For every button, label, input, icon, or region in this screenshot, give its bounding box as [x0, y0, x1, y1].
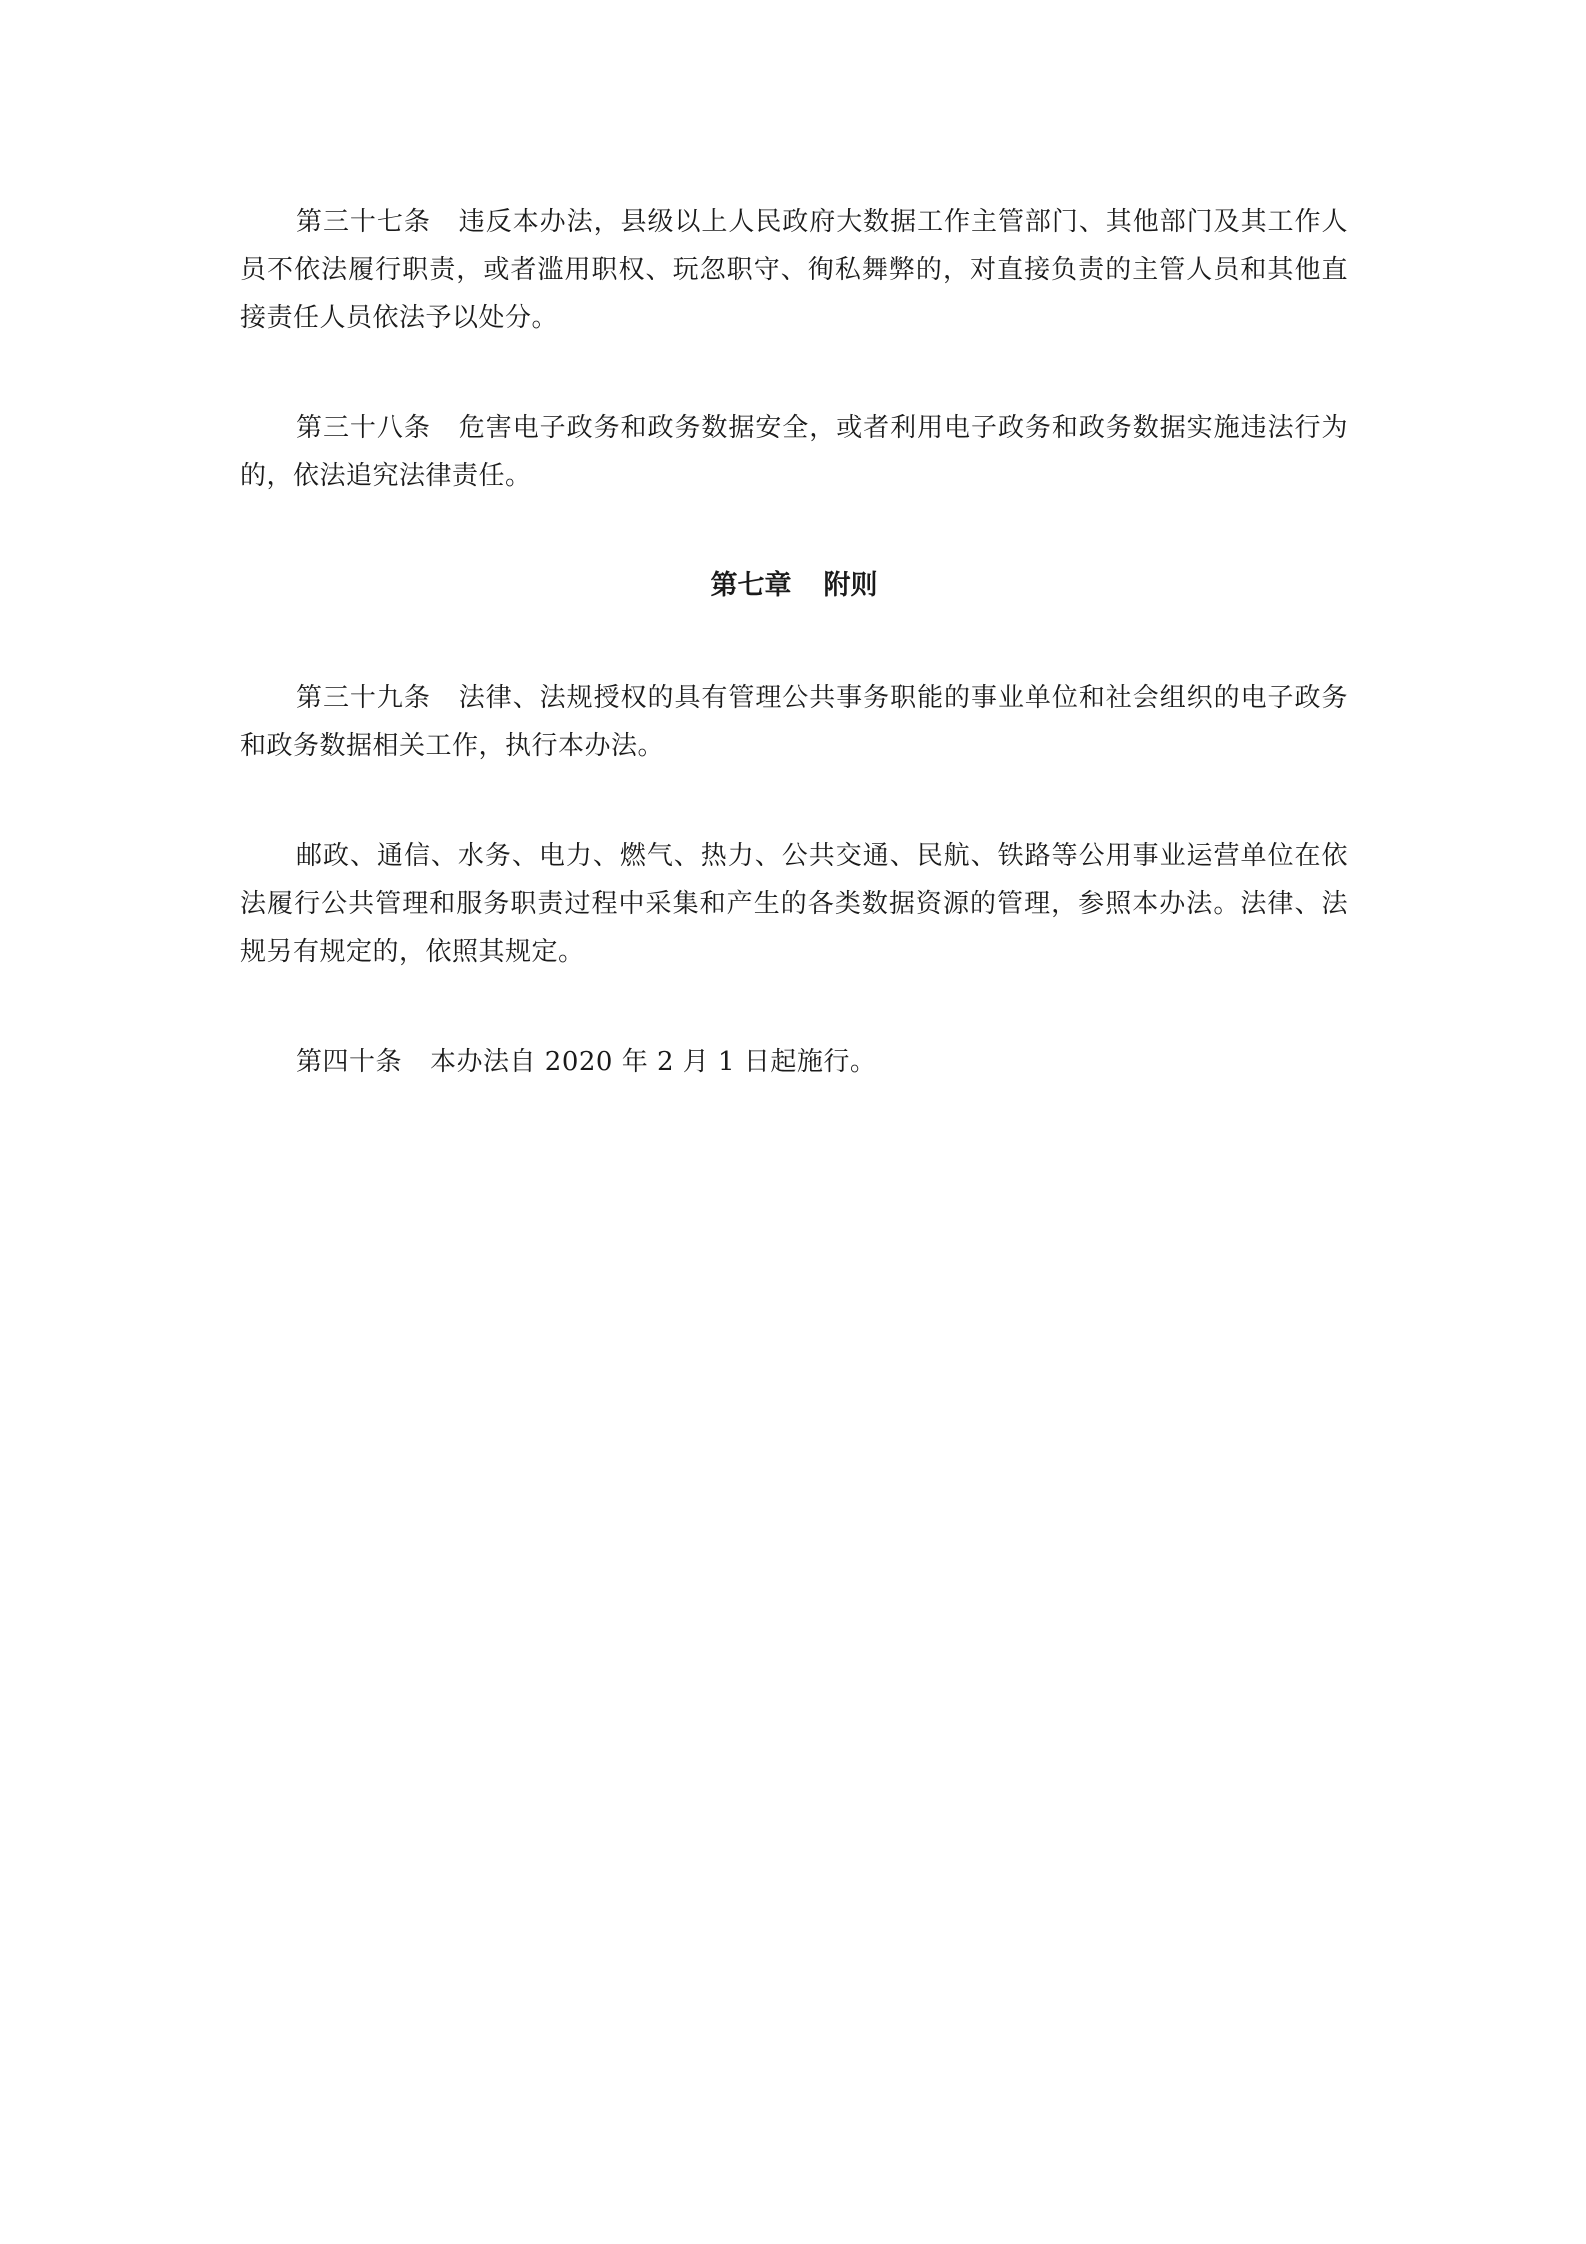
article-37 [240, 198, 1348, 342]
article-39-paragraph-2 [240, 832, 1348, 976]
utilities-paragraph-text: 邮政、通信、水务、电力、燃气、热力、公共交通、民航、铁路等公用事业运营单位在依法履行公共管理和服务职责过程中采集和产生的各类数据资源的管理，参照本办法。法律、法规另有规定的，依照其规定。 [240, 841, 1348, 967]
chapter-7-number: 第七章 [710, 570, 792, 601]
chapter-7-heading [240, 562, 1348, 610]
article-39-text: 法律、法规授权的具有管理公共事务职能的事业单位和社会组织的电子政务和政务数据相关工作，执行本办法。 [240, 683, 1348, 761]
article-40-text: 本办法自 2020 年 2 月 1 日起施行。 [430, 1047, 877, 1077]
article-39 [240, 674, 1348, 770]
article-39-number: 第三十九条 [296, 683, 431, 713]
chapter-7-title: 附则 [823, 570, 878, 601]
article-38 [240, 404, 1348, 500]
article-40-number: 第四十条 [296, 1047, 403, 1077]
article-37-text: 违反本办法，县级以上人民政府大数据工作主管部门、其他部门及其工作人员不依法履行职责，或者滥用职权、玩忽职守、徇私舞弊的，对直接负责的主管人员和其他直接责任人员依法予以处分。 [240, 207, 1348, 333]
article-38-text: 危害电子政务和政务数据安全，或者利用电子政务和政务数据实施违法行为的，依法追究法律责任。 [240, 413, 1348, 491]
document-body [240, 198, 1348, 1148]
article-38-number: 第三十八条 [296, 413, 431, 443]
article-40 [240, 1038, 1348, 1086]
article-37-number: 第三十七条 [296, 207, 431, 237]
